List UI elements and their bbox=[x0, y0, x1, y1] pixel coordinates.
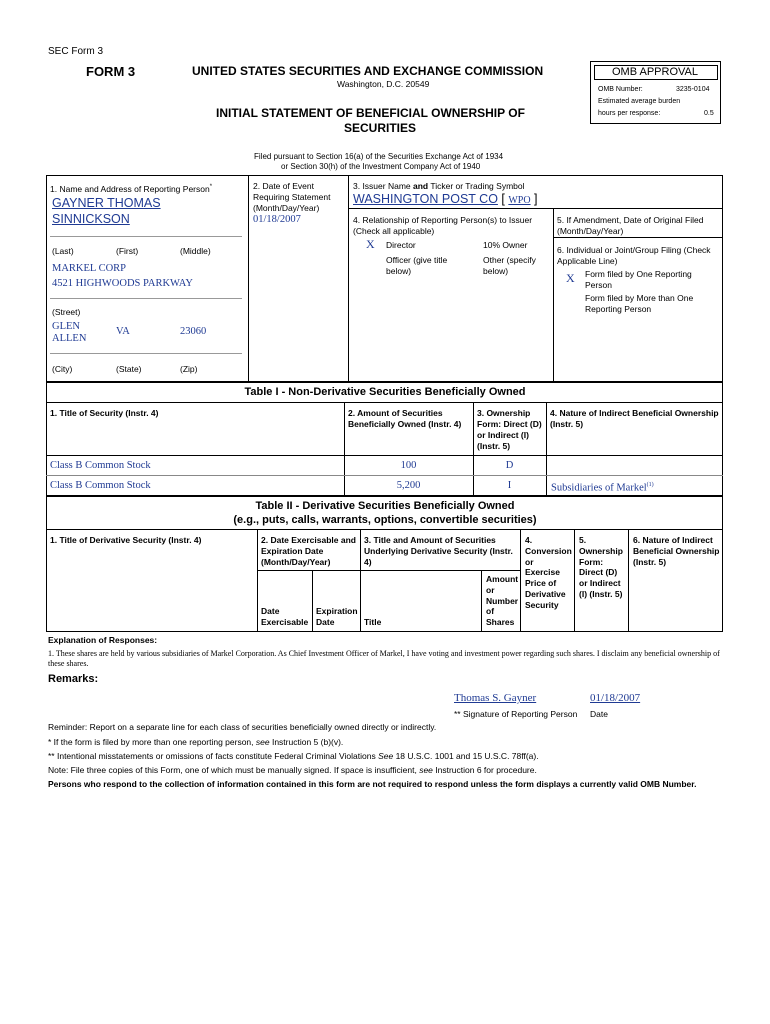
table2-header-title: 1. Title of Derivative Security (Instr. 4) bbox=[50, 535, 202, 545]
issuer-name[interactable]: WASHINGTON POST CO bbox=[353, 192, 498, 206]
street-label: (Street) bbox=[52, 307, 81, 317]
table1-row1-title: Class B Common Stock bbox=[50, 460, 151, 471]
signature-name: Thomas S. Gayner bbox=[454, 692, 537, 704]
amendment-label-line2: (Month/Day/Year) bbox=[557, 226, 624, 236]
table2-header-underlying-line3: 4) bbox=[364, 557, 372, 567]
relationship-label-line2: (Check all applicable) bbox=[353, 226, 435, 236]
table2-title-line2: (e.g., puts, calls, warrants, options, convertible securities) bbox=[233, 514, 537, 526]
signature-label: ** Signature of Reporting Person bbox=[454, 709, 578, 719]
relationship-label-line1: 4. Relationship of Reporting Person(s) to Issuer bbox=[353, 215, 533, 225]
event-date-label-line3: (Month/Day/Year) bbox=[253, 203, 320, 213]
table2-expiration-date-line2: Date bbox=[316, 617, 335, 627]
table2-header-conversion-line7: Security bbox=[525, 600, 559, 610]
table2-header-nature-line1: 6. Nature of Indirect bbox=[633, 535, 713, 545]
reporting-person-name-line2[interactable]: SINNICKSON bbox=[52, 212, 130, 226]
table2-header-conversion-line6: Derivative bbox=[525, 589, 566, 599]
table2-amount-line4: of bbox=[486, 606, 495, 616]
table1-row1-amount: 100 bbox=[400, 460, 417, 471]
address-line1: MARKEL CORP bbox=[52, 263, 126, 274]
table2-amount-line1: Amount bbox=[486, 574, 519, 584]
explanation-text-line1: 1. These shares are held by various subsidiaries of Markel Corporation. As Chief Investment Officer of Markel, I have voting and investment power regarding such shares. I disclaim any beneficial ownership of bbox=[48, 649, 720, 658]
table2-title-line1: Table II - Derivative Securities Beneficially Owned bbox=[255, 500, 515, 512]
director-check-mark[interactable]: X bbox=[366, 237, 375, 251]
ten-pct-owner-label: 10% Owner bbox=[483, 240, 528, 250]
issuer-ticker[interactable]: WPO bbox=[508, 195, 531, 206]
table1-header-form-line4: (Instr. 5) bbox=[477, 441, 511, 451]
director-label: Director bbox=[386, 240, 416, 250]
table2-date-exercisable-line1: Date bbox=[261, 606, 280, 616]
city-label: (City) bbox=[52, 364, 73, 374]
table1-header-nature-line1: 4. Nature of Indirect Beneficial Ownership bbox=[550, 408, 719, 418]
more-reporting-persons-label-line2: Reporting Person bbox=[585, 304, 652, 314]
table2-header-ownership-line3: Form: bbox=[579, 557, 604, 567]
table2-amount-line3: Number bbox=[486, 596, 519, 606]
filing-label-line1: 6. Individual or Joint/Group Filing (Check bbox=[557, 245, 711, 255]
one-reporting-person-label-line1: Form filed by One Reporting bbox=[585, 269, 692, 279]
table2-header-underlying-line2: Underlying Derivative Security (Instr. bbox=[364, 546, 513, 556]
statement-title-line1: INITIAL STATEMENT OF BENEFICIAL OWNERSHIP OF bbox=[216, 106, 525, 120]
middle-name-label: (Middle) bbox=[180, 246, 211, 256]
table2-header-ownership-line6: (I) (Instr. 5) bbox=[579, 589, 623, 599]
table1-row2-form: I bbox=[507, 480, 512, 491]
table2-header-conversion-line1: 4. bbox=[525, 535, 533, 545]
event-date: 01/18/2007 bbox=[253, 214, 301, 225]
table2-header-conversion-line2: Conversion bbox=[525, 546, 572, 556]
filed-pursuant-line1: Filed pursuant to Section 16(a) of the Securities Exchange Act of 1934 bbox=[254, 152, 504, 161]
footer-multiple-persons: * If the form is filed by more than one reporting person, see Instruction 5 (b)(v). bbox=[48, 737, 344, 747]
explanation-heading: Explanation of Responses: bbox=[48, 635, 158, 645]
table2-header-conversion-line4: Exercise bbox=[525, 567, 560, 577]
table1-row2-amount: 5,200 bbox=[396, 480, 421, 491]
officer-label-line2: below) bbox=[386, 266, 412, 276]
table1-header-nature-line2: (Instr. 5) bbox=[550, 419, 584, 429]
table1-header-title: 1. Title of Security (Instr. 4) bbox=[50, 408, 159, 418]
address-line2: 4521 HIGHWOODS PARKWAY bbox=[52, 278, 193, 289]
more-reporting-persons-label-line1: Form filed by More than One bbox=[585, 293, 694, 303]
other-label-line2: below) bbox=[483, 266, 509, 276]
table2-header-underlying-line1: 3. Title and Amount of Securities bbox=[364, 535, 496, 545]
table2-header-ownership-line4: Direct (D) bbox=[579, 567, 618, 577]
commission-title: UNITED STATES SECURITIES AND EXCHANGE COMMISSION bbox=[192, 64, 544, 78]
table2-header-date-line1: 2. Date Exercisable and bbox=[261, 535, 356, 545]
issuer-name-row: WASHINGTON POST CO [ WPO ] bbox=[353, 192, 538, 206]
first-name-label: (First) bbox=[116, 246, 139, 256]
table1-title: Table I - Non-Derivative Securities Beneficially Owned bbox=[244, 386, 526, 398]
statement-title-line2: SECURITIES bbox=[344, 121, 417, 135]
table2-header-ownership-line2: Ownership bbox=[579, 546, 623, 556]
table1-row2-nature: Subsidiaries of Markel$^{(1)}$ bbox=[551, 482, 654, 494]
signature-date: 01/18/2007 bbox=[590, 692, 641, 704]
table2-amount-line2: or bbox=[486, 585, 495, 595]
table2-header-date-line3: (Month/Day/Year) bbox=[261, 557, 331, 567]
table1-header-form-line3: or Indirect (I) bbox=[477, 430, 529, 440]
filing-label-line2: Applicable Line) bbox=[557, 256, 618, 266]
footer-omb-notice: Persons who respond to the collection of information contained in this form are not required to respond unless the form displays a currently valid OMB Number. bbox=[48, 779, 697, 789]
issuer-label: 3. Issuer Name and Ticker or Trading Symbol bbox=[353, 181, 525, 191]
footer-copies-note: Note: File three copies of this Form, one of which must be manually signed. If space is insufficient, see Instruction 6 for procedure. bbox=[48, 765, 537, 775]
omb-burden-label: Estimated average burden bbox=[598, 98, 681, 105]
table2-underlying-title: Title bbox=[364, 617, 382, 627]
one-reporting-person-check-mark[interactable]: X bbox=[566, 271, 575, 285]
remarks-heading: Remarks: bbox=[48, 673, 99, 685]
omb-hours-label: hours per response: bbox=[598, 110, 661, 117]
city-line1: GLEN bbox=[52, 321, 80, 332]
event-date-label-line2: Requiring Statement bbox=[253, 192, 331, 202]
table2-header-ownership-line1: 5. bbox=[579, 535, 587, 545]
table1-header-form-line2: Form: Direct (D) bbox=[477, 419, 542, 429]
table2-header-conversion-line5: Price of bbox=[525, 578, 557, 588]
table2-header-ownership-line5: or Indirect bbox=[579, 578, 621, 588]
table2-header-nature-line3: (Instr. 5) bbox=[633, 557, 667, 567]
omb-number-label: OMB Number: bbox=[598, 86, 643, 93]
state-label: (State) bbox=[116, 364, 142, 374]
table1-header-form-line1: 3. Ownership bbox=[477, 408, 531, 418]
omb-number: 3235-0104 bbox=[676, 86, 710, 93]
table1-row2-title: Class B Common Stock bbox=[50, 480, 151, 491]
zip-value: 23060 bbox=[180, 326, 207, 337]
amendment-label-line1: 5. If Amendment, Date of Original Filed bbox=[557, 215, 704, 225]
officer-label-line1: Officer (give title bbox=[386, 255, 448, 265]
table1-header-amount-line1: 2. Amount of Securities bbox=[348, 408, 443, 418]
table1-row1-form: D bbox=[505, 460, 514, 471]
form-title: FORM 3 bbox=[86, 64, 136, 79]
city-line2: ALLEN bbox=[52, 333, 87, 344]
table1-header-amount-line2: Beneficially Owned (Instr. 4) bbox=[348, 419, 462, 429]
omb-approval-title: OMB APPROVAL bbox=[612, 66, 698, 78]
other-label-line1: Other (specify bbox=[483, 255, 536, 265]
reporting-person-label: 1. Name and Address of Reporting Person* bbox=[50, 183, 213, 194]
table2-header-date-line2: Expiration Date bbox=[261, 546, 324, 556]
table2-header-conversion-line3: or bbox=[525, 557, 534, 567]
zip-label: (Zip) bbox=[180, 364, 198, 374]
state-value: VA bbox=[116, 326, 130, 337]
table2-expiration-date-line1: Expiration bbox=[316, 606, 358, 616]
footer-reminder: Reminder: Report on a separate line for each class of securities beneficially owned directly or indirectly. bbox=[48, 722, 437, 732]
sec-form-label: SEC Form 3 bbox=[48, 46, 104, 57]
table2-header-nature-line2: Beneficial Ownership bbox=[633, 546, 720, 556]
explanation-text-line2: these shares. bbox=[48, 659, 89, 668]
table2-date-exercisable-line2: Exercisable bbox=[261, 617, 309, 627]
event-date-label-line1: 2. Date of Event bbox=[253, 181, 314, 191]
signature-date-label: Date bbox=[590, 709, 608, 719]
commission-city: Washington, D.C. 20549 bbox=[337, 79, 430, 89]
filed-pursuant-line2: or Section 30(h) of the Investment Company Act of 1940 bbox=[281, 162, 481, 171]
footer-violations: ** Intentional misstatements or omissions of facts constitute Federal Criminal Violations See 18 U.S.C. 1001 and 15 U.S.C. 78ff(a). bbox=[48, 751, 539, 761]
omb-hours: 0.5 bbox=[704, 110, 714, 117]
one-reporting-person-label-line2: Person bbox=[585, 280, 612, 290]
reporting-person-name-line1[interactable]: GAYNER THOMAS bbox=[52, 196, 161, 210]
last-name-label: (Last) bbox=[52, 246, 74, 256]
table2-amount-line5: Shares bbox=[486, 617, 515, 627]
